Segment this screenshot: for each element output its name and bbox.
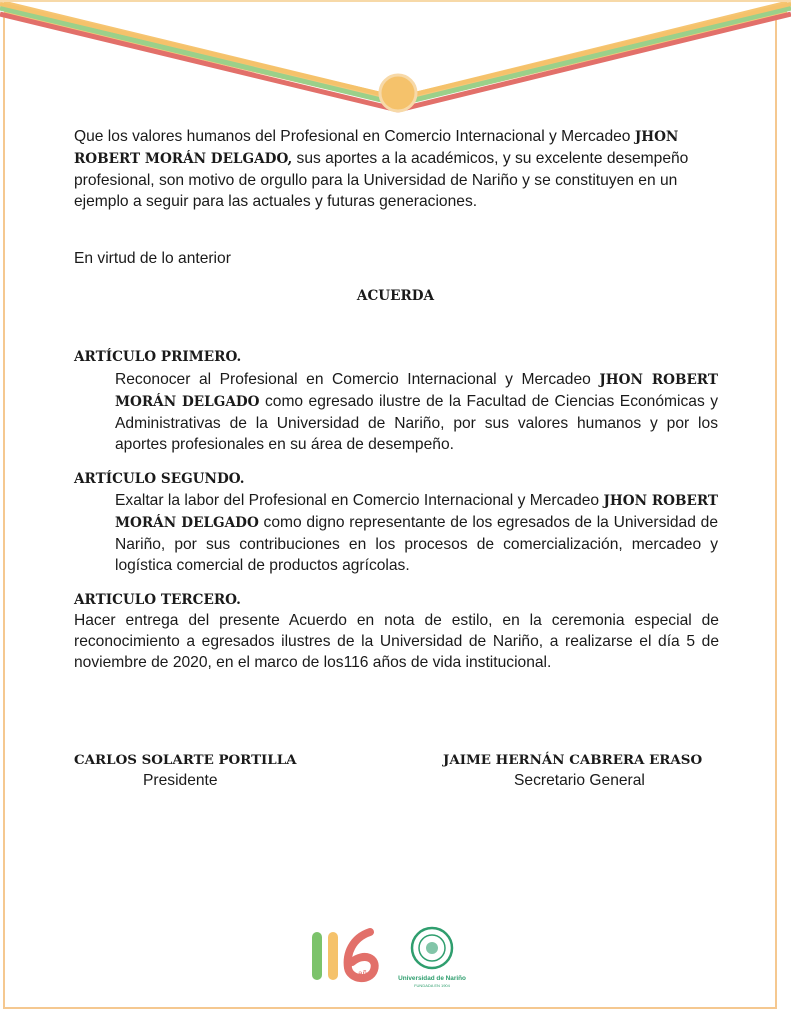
acuerda-heading: ACUERDA — [356, 288, 435, 304]
university-founded: FUNDADA EN 1904 — [414, 983, 450, 988]
footer-logos — [308, 918, 488, 990]
intro-text-a: Que los valores humanos del Profesional en Comercio Internacional y Mercadeo — [74, 128, 635, 145]
article-1-title: ARTÍCULO PRIMERO. — [74, 349, 242, 365]
anniversary-label: años — [358, 969, 376, 978]
article-2-title: ARTÍCULO SEGUNDO. — [74, 471, 245, 487]
signature-2-role: Secretario General — [514, 772, 645, 789]
intro-paragraph — [74, 126, 719, 212]
virtud-line: En virtud de lo anterior — [74, 250, 231, 267]
university-seal-icon — [412, 928, 452, 968]
university-name: Universidad de Nariño — [398, 975, 466, 982]
anniversary-116-logo — [308, 918, 488, 990]
article-1-body — [115, 369, 718, 455]
intro-text-b: sus aportes a la académicos, y su excelente desempeño profesional, son motivo de orgullo para la Universidad de Nariño y se constituyen en un ejemplo a seguir para las actuales y futuras generaciones. — [74, 150, 689, 210]
seal-medallion — [380, 75, 416, 111]
signature-1-name: CARLOS SOLARTE PORTILLA — [74, 752, 297, 768]
article-2-name: JHON ROBERT MORÁN DELGADO — [115, 493, 718, 531]
article-3-body: Hacer entrega del presente Acuerdo en nota de estilo, en la ceremonia especial de reconocimiento a egresados ilustres de la Universidad de Nariño, a realizarse el día 5 de noviembre de 2020, en el marco de los116 años de vida institucional. — [74, 612, 719, 671]
article-3-title: ARTICULO TERCERO. — [74, 592, 241, 608]
ribbon-decoration — [0, 0, 791, 120]
article-2-body — [115, 490, 718, 576]
article-1-name: JHON ROBERT MORÁN DELGADO — [115, 372, 718, 410]
signature-1-role: Presidente — [143, 772, 218, 789]
article-1-text-a: Reconocer al Profesional en Comercio Internacional y Mercadeo — [115, 371, 600, 388]
graduate-name: JHON ROBERT MORÁN DELGADO, — [74, 129, 679, 167]
article-2-text-a: Exaltar la labor del Profesional en Comercio Internacional y Mercadeo — [115, 492, 604, 509]
signature-2-name: JAIME HERNÁN CABRERA ERASO — [443, 752, 703, 768]
article-2-text-b: como digno representante de los egresados de la Universidad de Nariño, por sus contribuciones en los procesos de comercialización, mercadeo y logística comercial de productos agrícolas. — [115, 514, 718, 574]
article-1-text-b: como egresado ilustre de la Facultad de Ciencias Económicas y Administrativas de la Universidad de Nariño, por sus valores humanos y por los aportes profesionales en su área de desempeño. — [115, 393, 718, 453]
